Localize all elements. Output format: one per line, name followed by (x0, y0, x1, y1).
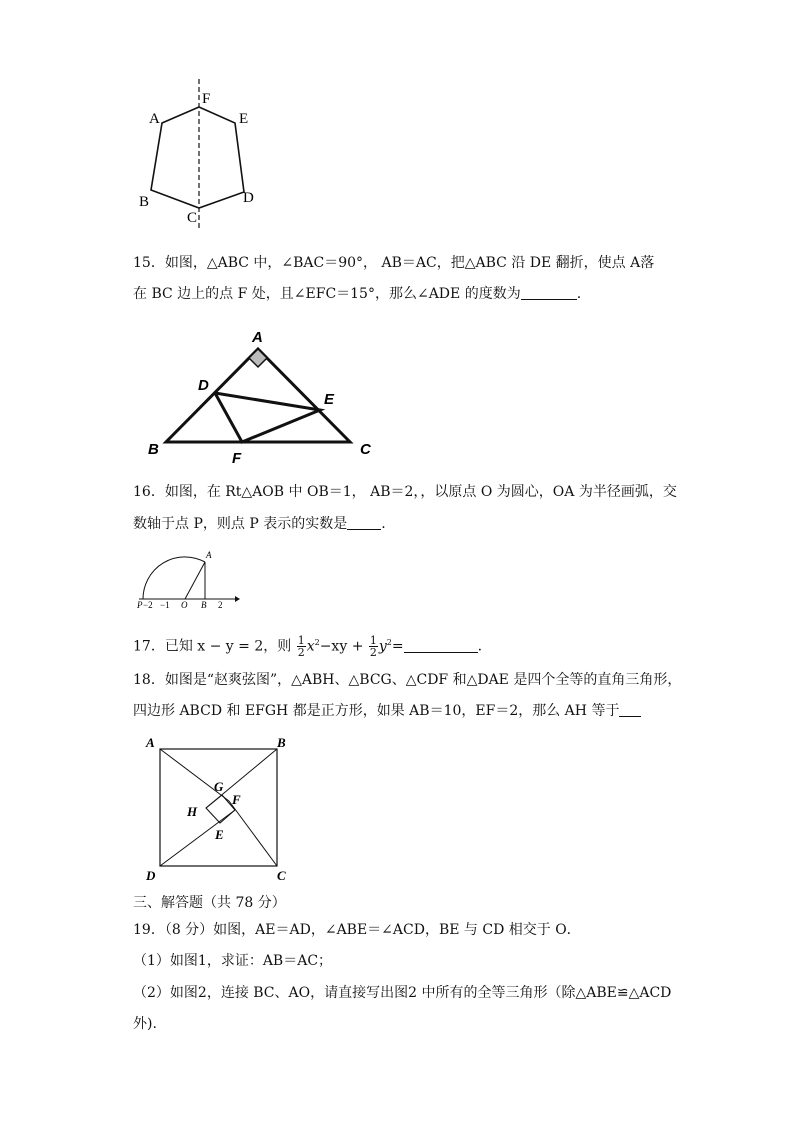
label-A: A (146, 735, 155, 750)
label-B: B (277, 735, 286, 750)
label-A: A (149, 111, 160, 127)
exp-2: 2 (386, 638, 392, 647)
label-B: B (139, 194, 150, 210)
label-O: O (181, 600, 188, 610)
label-E: E (239, 111, 249, 127)
q19-part2-line2: 外). (133, 1016, 157, 1032)
label-B: B (201, 600, 207, 610)
section-title: 三、解答题（共 78 分） (133, 895, 286, 911)
x-var: x (306, 638, 315, 655)
arc (143, 557, 205, 599)
label-A: A (206, 550, 212, 560)
q17-end: . (477, 638, 483, 655)
q18-line1: 18．如图是“赵爽弦图”，△ABH、△BCG、△CDF 和△DAE 是四个全等的直角三角形， (133, 672, 682, 688)
label-C: C (187, 210, 198, 226)
frac-den: 2 (297, 646, 305, 660)
label-F: F (232, 792, 241, 807)
q19-line1: 19．（8 分）如图，AE＝AD，∠ABE＝∠ACD，BE 与 CD 相交于 O． (133, 922, 581, 938)
label-D: D (198, 377, 209, 394)
label-E: E (215, 827, 224, 842)
q15-line2-end: . (576, 286, 582, 302)
q15-line1: 15．如图，△ABC 中，∠BAC＝90°， AB＝AC，把△ABC 沿 DE 翻折，使点 A落 (133, 255, 655, 271)
q16-line2-end: . (381, 516, 386, 532)
fraction-half (297, 635, 306, 658)
q18-line2 (133, 701, 641, 721)
line-c-f (229, 801, 277, 866)
q16-line2 (133, 514, 386, 534)
fraction-half-2 (369, 635, 378, 658)
frac-num: 1 (297, 634, 305, 648)
label-C: C (360, 441, 371, 458)
frac-den: 2 (369, 646, 377, 660)
frac-num: 1 (369, 634, 377, 648)
q15-line2 (133, 284, 581, 304)
label-C: C (277, 868, 286, 883)
right-angle-mark (249, 349, 267, 367)
zhao-shuang-figure (140, 730, 300, 885)
tick-2: 2 (218, 600, 223, 610)
segment-oa (185, 562, 205, 599)
label-H: H (187, 804, 198, 819)
q16-line1: 16．如图，在 Rt△AOB 中 OB＝1， AB＝2，，以原点 O 为圆心，OA 为半径画弧，交 (133, 484, 677, 500)
triangle-fold-figure (140, 325, 380, 465)
q17-text: 17．已知 x − y = 2，则 (133, 638, 292, 655)
number-line-arc-figure (135, 545, 240, 610)
tick-minus2: −2 (143, 600, 153, 610)
label-P: P (137, 600, 143, 610)
square-efgh (206, 795, 235, 823)
axis-arrow (235, 596, 240, 602)
q19-part1: （1）如图1，求证：AB＝AC； (133, 953, 333, 969)
label-B: B (148, 441, 159, 458)
hexagon-figure (135, 75, 265, 235)
tick-minus1: −1 (160, 600, 170, 610)
square-abcd (160, 749, 277, 866)
q19-part2-line1: （2）如图2，连接 BC、AO，请直接写出图2 中所有的全等三角形（除△ABE≌△ACD (133, 985, 672, 1001)
answer-blank-16[interactable] (347, 515, 381, 530)
answer-blank-18[interactable] (619, 702, 641, 717)
label-D: D (146, 868, 156, 883)
q15-line2-text: 在 BC 边上的点 F 处，且∠EFC＝15°，那么∠ADE 的度数为 (133, 286, 521, 302)
label-F: F (232, 450, 242, 465)
label-E: E (324, 391, 335, 408)
line-d-f (160, 810, 235, 866)
answer-blank-15[interactable] (521, 285, 577, 300)
label-A: A (252, 329, 263, 346)
answer-blank-17[interactable] (404, 638, 478, 653)
exp-2: 2 (314, 638, 320, 647)
q17-eq: = (391, 638, 404, 655)
label-D: D (243, 190, 254, 206)
label-G: G (214, 779, 224, 794)
hexagon-shape (151, 107, 244, 208)
label-F: F (202, 91, 211, 107)
q18-line2-text: 四边形 ABCD 和 EFGH 都是正方形，如果 AB＝10，EF＝2，那么 AH 等于 (133, 703, 620, 719)
fold-triangle-def (215, 393, 320, 442)
y-var: y (378, 638, 387, 655)
q16-line2-text: 数轴于点 P，则点 P 表示的实数是 (133, 516, 348, 532)
q17-line (133, 630, 482, 660)
q17-mid: −xy + (319, 638, 364, 655)
